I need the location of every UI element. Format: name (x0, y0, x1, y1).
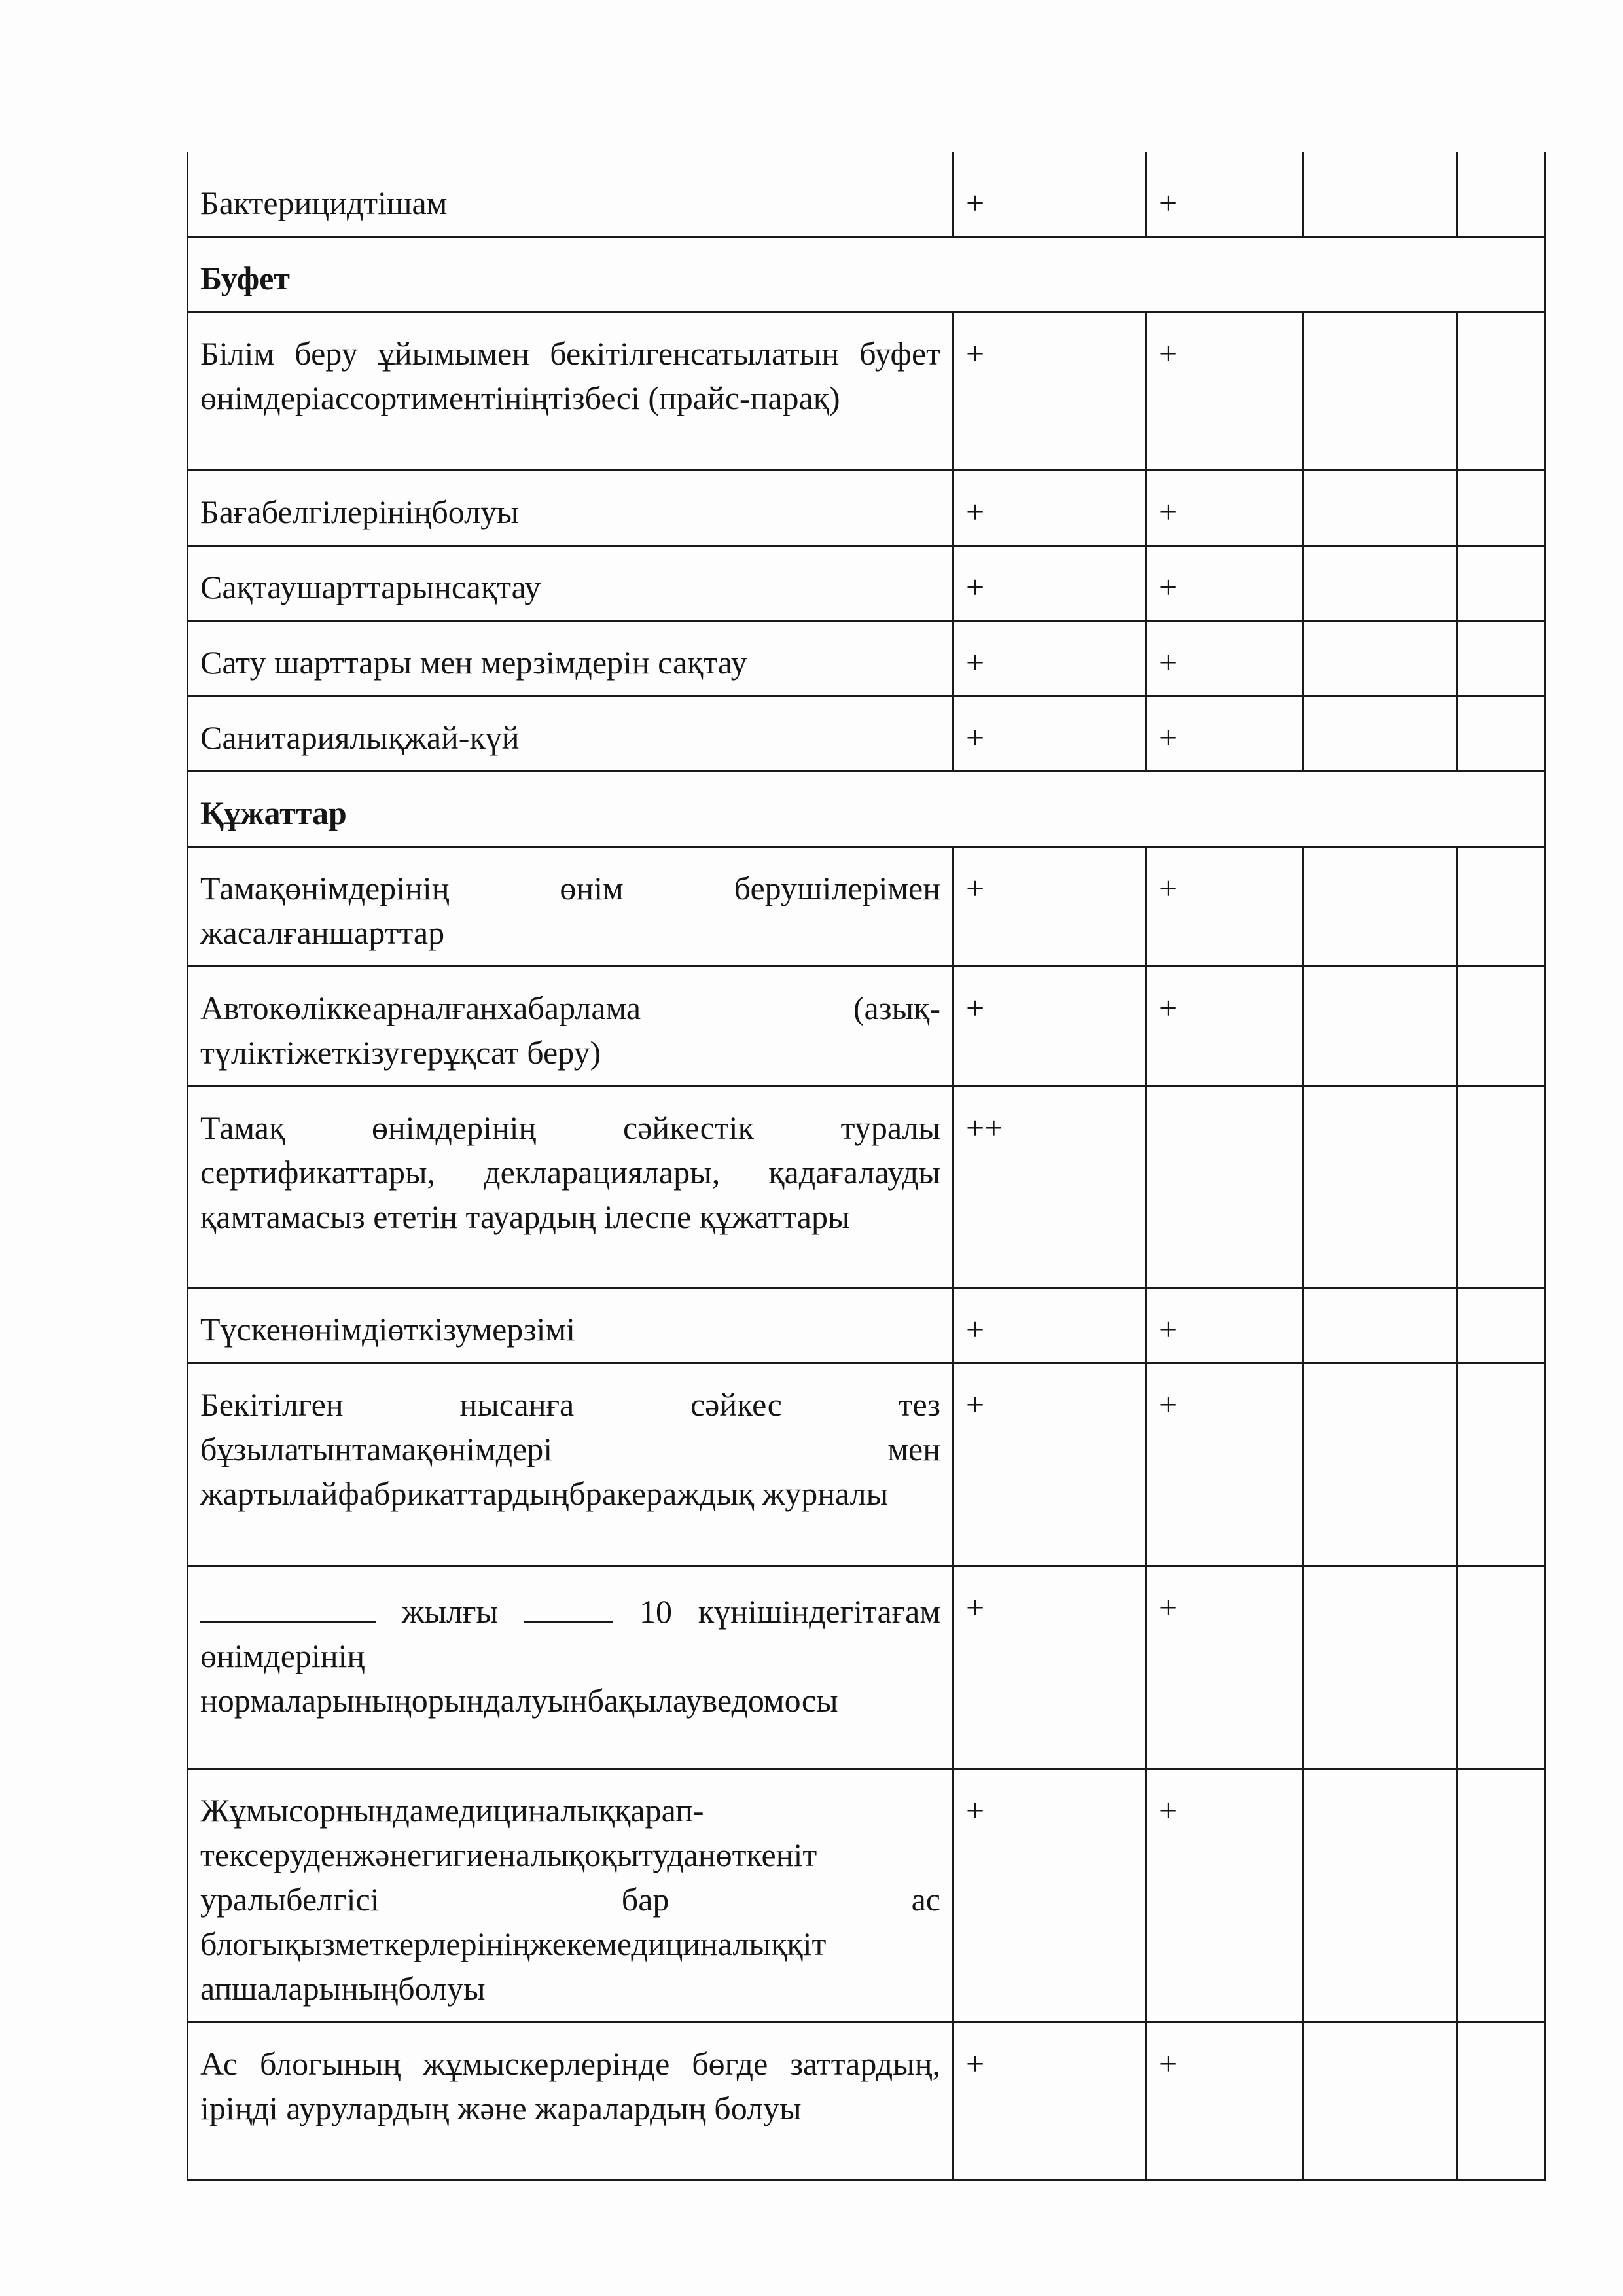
mark-col3 (1304, 967, 1457, 1086)
mark-col2: + (1147, 967, 1304, 1086)
table-row (188, 546, 1546, 621)
mark-col4 (1457, 847, 1546, 967)
mark-col3 (1304, 2022, 1457, 2181)
blank-line (524, 1585, 613, 1623)
mark-col4 (1457, 2022, 1546, 2181)
item-text-part: 10 күнішіндегітағам өнімдерінің нормаларыныңорындалуынбақылауведомосы (200, 1593, 941, 1719)
mark-col3 (1304, 621, 1457, 696)
mark-col4 (1457, 1363, 1546, 1566)
mark-col1: + (954, 471, 1147, 546)
item-name: Тамақ өнімдерінің сәйкестік туралы сертификаттары, декларациялары, қадағалауды қамтамасыз ететін тауардың ілеспе құжаттары (188, 1086, 954, 1288)
mark-col4 (1457, 621, 1546, 696)
checklist-table (187, 152, 1546, 2181)
item-name: Тамақөнімдерінің өнім берушілерімен жасалғаншарттар (188, 847, 954, 967)
table-row (188, 1288, 1546, 1363)
table-row (188, 967, 1546, 1086)
mark-col3 (1304, 1363, 1457, 1566)
section-title: Буфет (188, 237, 1546, 312)
mark-col1: + (954, 152, 1147, 237)
table-row (188, 696, 1546, 772)
mark-col2 (1147, 1086, 1304, 1288)
mark-col3 (1304, 546, 1457, 621)
mark-col3 (1304, 1288, 1457, 1363)
mark-col1: + (954, 621, 1147, 696)
mark-col3 (1304, 1086, 1457, 1288)
item-name: Түскенөнімдіөткізумерзімі (188, 1288, 954, 1363)
table-row (188, 312, 1546, 471)
mark-col2: + (1147, 621, 1304, 696)
table-row (188, 847, 1546, 967)
section-title: Құжаттар (188, 772, 1546, 847)
mark-col1: + (954, 847, 1147, 967)
mark-col3 (1304, 847, 1457, 967)
item-name: Бағабелгілерініңболуы (188, 471, 954, 546)
mark-col2: + (1147, 1566, 1304, 1769)
item-name: Сату шарттары мен мерзімдерін сақтау (188, 621, 954, 696)
item-text-part: жылғы (401, 1593, 499, 1630)
table-row (188, 1086, 1546, 1288)
mark-col1: + (954, 1288, 1147, 1363)
mark-col4 (1457, 696, 1546, 772)
table-row (188, 1769, 1546, 2022)
mark-col2: + (1147, 152, 1304, 237)
mark-col1: + (954, 1363, 1147, 1566)
mark-col1: + (954, 2022, 1147, 2181)
item-name: Ас блогының жұмыскерлерінде бөгде заттардың, іріңді аурулардың және жаралардың болуы (188, 2022, 954, 2181)
table-row (188, 1566, 1546, 1769)
table-row (188, 1363, 1546, 1566)
table-row (188, 471, 1546, 546)
mark-col4 (1457, 152, 1546, 237)
mark-col1: + (954, 696, 1147, 772)
blank-line (200, 1585, 376, 1623)
mark-col4 (1457, 1566, 1546, 1769)
item-name: Бекітілген нысанға сәйкес тез бұзылатынтамақөнімдері мен жартылайфабрикаттардыңбракераждық журналы (188, 1363, 954, 1566)
item-name: Автокөліккеарналғанхабарлама (азық-түліктіжеткізугерұқсат беру) (188, 967, 954, 1086)
table-row (188, 2022, 1546, 2181)
item-name: Санитариялықжай-күй (188, 696, 954, 772)
item-name: Білім беру ұйымымен бекітілгенсатылатын буфет өнімдеріассортиментініңтізбесі (прайс-парақ) (188, 312, 954, 471)
mark-col1: + (954, 1769, 1147, 2022)
mark-col3 (1304, 471, 1457, 546)
table-row (188, 152, 1546, 237)
mark-col1: + (954, 967, 1147, 1086)
mark-col2: + (1147, 847, 1304, 967)
mark-col2: + (1147, 312, 1304, 471)
mark-col1: + (954, 312, 1147, 471)
mark-col1: ++ (954, 1086, 1147, 1288)
item-name: Сақтаушарттарынсақтау (188, 546, 954, 621)
mark-col4 (1457, 312, 1546, 471)
table-row (188, 621, 1546, 696)
mark-col3 (1304, 696, 1457, 772)
mark-col1: + (954, 1566, 1147, 1769)
item-name: Бактерицидтішам (188, 152, 954, 237)
mark-col4 (1457, 1086, 1546, 1288)
item-name: Жұмысорнындамедициналыққарап-тексеруденжәнегигиеналықоқытуданөткеніт уралыбелгісі бар ас блогықызметкерлерініңжекемедициналыққіт апшаларыныңболуы (188, 1769, 954, 2022)
mark-col2: + (1147, 546, 1304, 621)
mark-col4 (1457, 471, 1546, 546)
mark-col4 (1457, 546, 1546, 621)
mark-col3 (1304, 312, 1457, 471)
section-row (188, 237, 1546, 312)
item-name (188, 1566, 954, 1769)
section-row (188, 772, 1546, 847)
mark-col3 (1304, 1566, 1457, 1769)
mark-col4 (1457, 1288, 1546, 1363)
mark-col2: + (1147, 1363, 1304, 1566)
mark-col2: + (1147, 696, 1304, 772)
mark-col2: + (1147, 2022, 1304, 2181)
mark-col4 (1457, 967, 1546, 1086)
mark-col2: + (1147, 1769, 1304, 2022)
mark-col2: + (1147, 1288, 1304, 1363)
mark-col2: + (1147, 471, 1304, 546)
mark-col4 (1457, 1769, 1546, 2022)
mark-col3 (1304, 1769, 1457, 2022)
mark-col1: + (954, 546, 1147, 621)
mark-col3 (1304, 152, 1457, 237)
